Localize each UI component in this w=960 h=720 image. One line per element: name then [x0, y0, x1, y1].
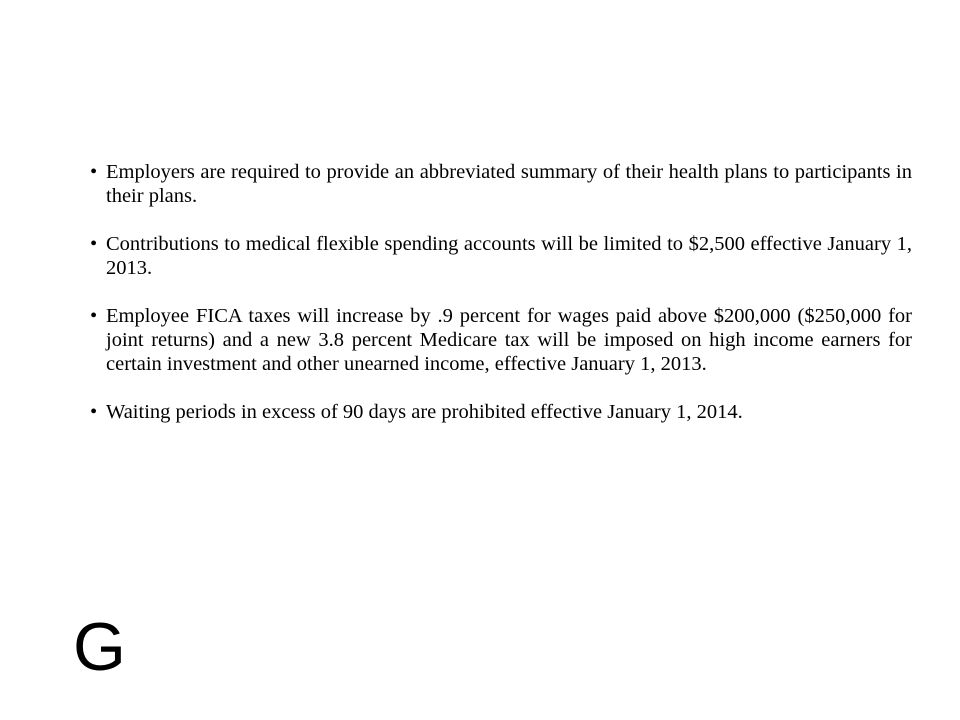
bullet-item-fica-medicare-tax	[90, 304, 912, 376]
bullet-text: Contributions to medical flexible spending accounts will be limited to $2,500 effective January 1, 2013.	[106, 233, 912, 279]
bullet-item-fsa-limit	[90, 232, 912, 280]
bullet-marker: •	[90, 233, 98, 255]
bullet-item-waiting-periods	[90, 400, 912, 424]
bullet-item-health-plan-summary	[90, 160, 912, 208]
corner-letter: G	[73, 609, 126, 685]
bullet-marker: •	[90, 401, 98, 423]
bullet-text: Employers are required to provide an abbreviated summary of their health plans to participants in their plans.	[106, 161, 912, 207]
bullet-list	[90, 160, 912, 448]
bullet-marker: •	[90, 161, 98, 183]
bullet-marker: •	[90, 305, 98, 327]
bullet-text: Waiting periods in excess of 90 days are prohibited effective January 1, 2014.	[106, 401, 743, 423]
bullet-text: Employee FICA taxes will increase by .9 percent for wages paid above $200,000 ($250,000 for joint returns) and a new 3.8 percent Medicare tax will be imposed on high income earners for certain investment and other unearned income, effective January 1, 2013.	[106, 305, 912, 375]
